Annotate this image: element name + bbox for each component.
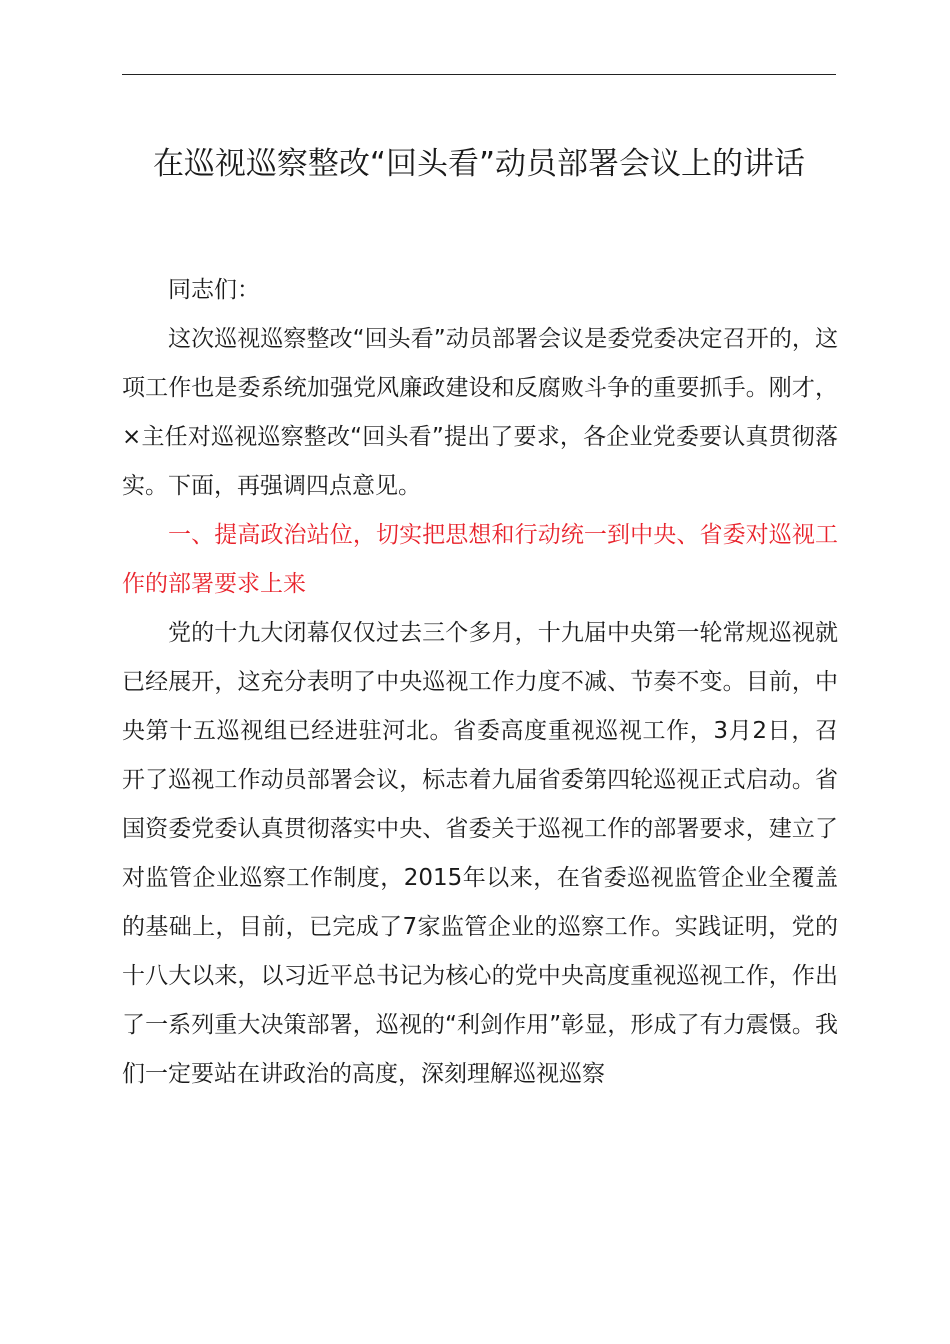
section-paragraph: 党的十九大闭幕仅仅过去三个多月，十九届中央第一轮常规巡视就已经展开，这充分表明了中央巡视工作力度不减、节奏不变。目前，中央第十五巡视组已经进驻河北。省委高度重视巡视工作，3月2日，召开了巡视工作动员部署会议，标志着九届省委第四轮巡视正式启动。省国资委党委认真贯彻落实中央、省委关于巡视工作的部署要求，建立了对监管企业巡察工作制度，2015年以来，在省委巡视监管企业全覆盖的基础上，目前，已完成了7家监管企业的巡察工作。实践证明，党的十八大以来，以习近平总书记为核心的党中央高度重视巡视工作，作出了一系列重大决策部署，巡视的“利剑作用”彰显，形成了有力震慑。我们一定要站在讲政治的高度，深刻理解巡视巡察	[122, 620, 838, 1087]
document-body	[122, 266, 838, 1099]
header-rule	[122, 74, 836, 75]
salutation: 同志们：	[168, 277, 260, 303]
document-title: 在巡视巡察整改“回头看”动员部署会议上的讲话	[152, 146, 806, 182]
intro-paragraph: 这次巡视巡察整改“回头看”动员部署会议是委党委决定召开的，这项工作也是委系统加强党风廉政建设和反腐败斗争的重要抓手。刚才，×主任对巡视巡察整改“回头看”提出了要求，各企业党委要认真贯彻落实。下面，再强调四点意见。	[122, 326, 838, 499]
section-heading-1: 一、提高政治站位，切实把思想和行动统一到中央、省委对巡视工作的部署要求上来	[122, 522, 838, 597]
